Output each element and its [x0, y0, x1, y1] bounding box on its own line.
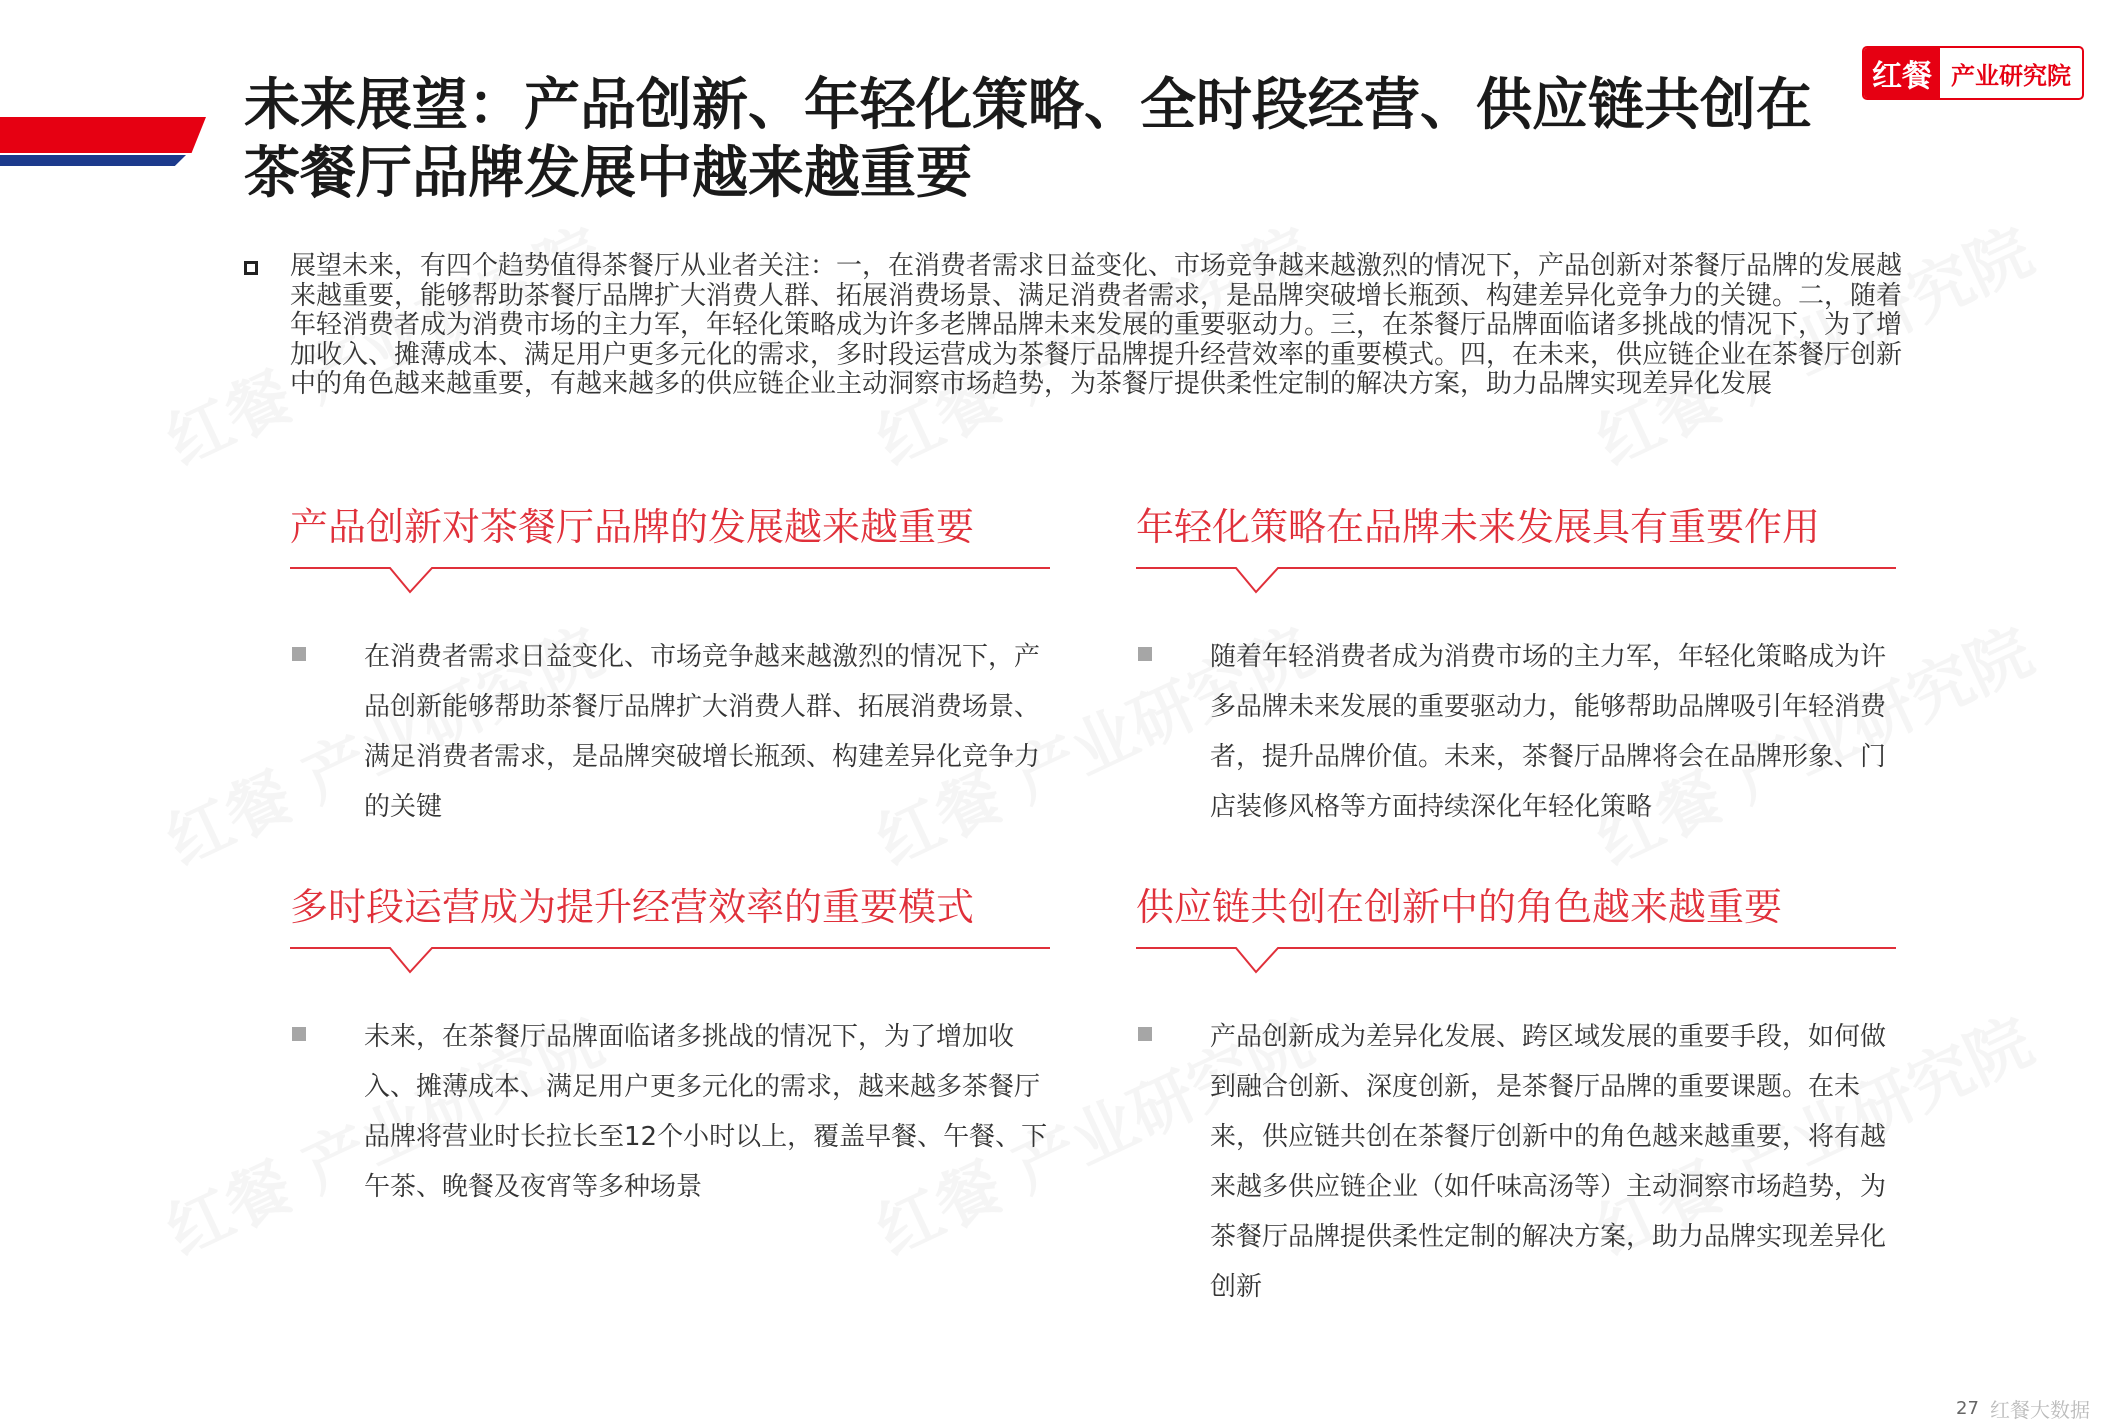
intro-block: [244, 252, 1924, 400]
header-accent-bar-red: [0, 117, 206, 153]
section-youth-strategy: [1136, 504, 1896, 832]
callout-divider: [290, 940, 1050, 986]
square-bullet-icon: [1138, 647, 1152, 661]
square-bullet-icon: [1138, 1027, 1152, 1041]
logo-mark: 红餐: [1864, 48, 1940, 98]
callout-divider: [1136, 560, 1896, 606]
list-item: [1136, 632, 1896, 832]
section-body: 产品创新成为差异化发展、跨区域发展的重要手段，如何做到融合创新、深度创新，是茶餐厅品牌的重要课题。在未来，供应链共创在茶餐厅创新中的角色越来越重要，将有越来越多供应链企业（如仟味高汤等）主动洞察市场趋势，为茶餐厅品牌提供柔性定制的解决方案，助力品牌实现差异化创新: [1210, 1022, 1887, 1302]
header-accent-bar-blue: [0, 155, 186, 166]
list-item: [1136, 1012, 1896, 1312]
logo-text: 产业研究院: [1951, 61, 2071, 90]
page-number: 27: [1956, 1398, 1979, 1419]
square-bullet-icon: [292, 1027, 306, 1041]
section-title: 供应链共创在创新中的角色越来越重要: [1136, 885, 1783, 929]
section-multi-period-operation: [290, 884, 1050, 1212]
callout-divider: [1136, 940, 1896, 986]
footer-watermark: 红餐大数据: [1990, 1398, 2090, 1422]
square-bullet-icon: [244, 261, 258, 275]
callout-divider: [290, 560, 1050, 606]
square-bullet-icon: [292, 647, 306, 661]
section-body: 在消费者需求日益变化、市场竞争越来越激烈的情况下，产品创新能够帮助茶餐厅品牌扩大消费人群、拓展消费场景、满足消费者需求，是品牌突破增长瓶颈、构建差异化竞争力的关键: [364, 642, 1041, 822]
page-title-line1: 未来展望：产品创新、年轻化策略、全时段经营、供应链共创在: [244, 73, 1812, 138]
page-title-line2: 茶餐厅品牌发展中越来越重要: [244, 141, 972, 206]
section-title: 多时段运营成为提升经营效率的重要模式: [290, 885, 975, 929]
brand-logo: [1862, 46, 2084, 100]
section-supply-chain: [1136, 884, 1896, 1312]
page-title: [244, 72, 1844, 208]
list-item: [290, 632, 1050, 832]
section-title: 年轻化策略在品牌未来发展具有重要作用: [1136, 505, 1821, 549]
list-item: [290, 1012, 1050, 1212]
section-title: 产品创新对茶餐厅品牌的发展越来越重要: [290, 505, 975, 549]
intro-text: 展望未来，有四个趋势值得茶餐厅从业者关注：一，在消费者需求日益变化、市场竞争越来越激烈的情况下，产品创新对茶餐厅品牌的发展越来越重要，能够帮助茶餐厅品牌扩大消费人群、拓展消费场景、满足消费者需求，是品牌突破增长瓶颈、构建差异化竞争力的关键。二，随着年轻消费者成为消费市场的主力军，年轻化策略成为许多老牌品牌未来发展的重要驱动力。三，在茶餐厅品牌面临诸多挑战的情况下，为了增加收入、摊薄成本、满足用户更多元化的需求，多时段运营成为茶餐厅品牌提升经营效率的重要模式。四，在未来，供应链企业在茶餐厅创新中的角色越来越重要，有越来越多的供应链企业主动洞察市场趋势，为茶餐厅提供柔性定制的解决方案，助力品牌实现差异化发展: [290, 251, 1903, 399]
section-body: 随着年轻消费者成为消费市场的主力军，年轻化策略成为许多品牌未来发展的重要驱动力，能够帮助品牌吸引年轻消费者，提升品牌价值。未来，茶餐厅品牌将会在品牌形象、门店装修风格等方面持续深化年轻化策略: [1210, 642, 1887, 822]
section-body: 未来，在茶餐厅品牌面临诸多挑战的情况下，为了增加收入、摊薄成本、满足用户更多元化的需求，越来越多茶餐厅品牌将营业时长拉长至12个小时以上，覆盖早餐、午餐、下午茶、晚餐及夜宵等多种场景: [364, 1022, 1048, 1202]
section-product-innovation: [290, 504, 1050, 832]
